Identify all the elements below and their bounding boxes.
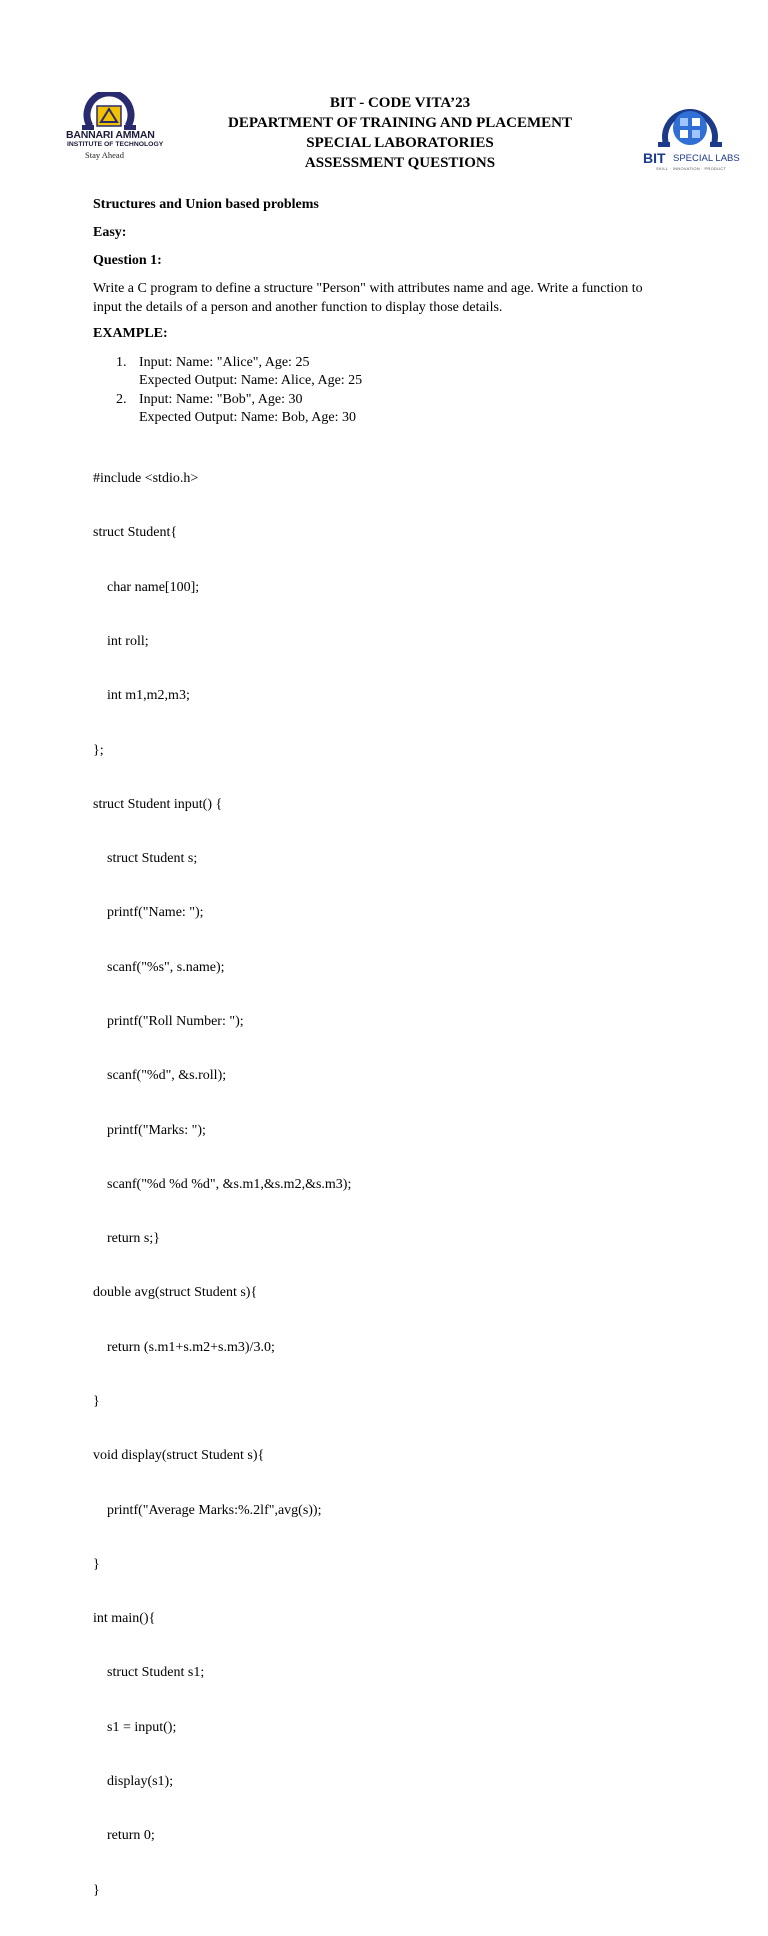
document-header bbox=[150, 93, 650, 173]
code-line: char name[100]; bbox=[93, 579, 200, 595]
code-line: printf("Average Marks:%.2lf",avg(s)); bbox=[93, 1502, 322, 1518]
code-line: struct Student{ bbox=[93, 525, 178, 541]
code-line: struct Student s1; bbox=[93, 1665, 205, 1681]
code-line: display(s1); bbox=[93, 1773, 174, 1789]
header-line-3: SPECIAL LABORATORIES bbox=[306, 135, 494, 151]
code-line: scanf("%d", &s.roll); bbox=[93, 1068, 227, 1084]
code-line: } bbox=[93, 1393, 100, 1409]
example-item bbox=[93, 391, 362, 409]
header-line-2: DEPARTMENT OF TRAINING AND PLACEMENT bbox=[228, 115, 572, 131]
code-line: #include <stdio.h> bbox=[93, 471, 199, 487]
logo-left-name: BANNARI AMMAN bbox=[66, 129, 155, 141]
code-line: int main(){ bbox=[93, 1611, 156, 1627]
code-line: s1 = input(); bbox=[93, 1719, 177, 1735]
example-output: Expected Output: Name: Bob, Age: 30 bbox=[139, 409, 356, 425]
code-line: } bbox=[93, 1556, 100, 1572]
code-line: int roll; bbox=[93, 634, 149, 650]
code-block bbox=[93, 434, 351, 1936]
code-line: int m1,m2,m3; bbox=[93, 688, 190, 704]
example-item bbox=[93, 354, 362, 372]
examples-list bbox=[93, 354, 362, 427]
code-line: }; bbox=[93, 742, 104, 758]
logo-left-subtitle: INSTITUTE OF TECHNOLOGY bbox=[67, 141, 164, 148]
code-line: return (s.m1+s.m2+s.m3)/3.0; bbox=[93, 1339, 275, 1355]
code-line: return s;} bbox=[93, 1231, 160, 1247]
code-line: printf("Marks: "); bbox=[93, 1122, 206, 1138]
example-input: Input: Name: "Alice", Age: 25 bbox=[139, 355, 310, 370]
header-line-4: ASSESSMENT QUESTIONS bbox=[304, 155, 496, 171]
logo-right-tagline: SKILL · INNOVATION · PRODUCT bbox=[656, 166, 727, 171]
code-line: struct Student input() { bbox=[93, 796, 223, 812]
code-line: } bbox=[93, 1882, 100, 1898]
header-line-1: BIT - CODE VITA’23 bbox=[329, 95, 471, 111]
code-line: double avg(struct Student s){ bbox=[93, 1285, 258, 1301]
logo-right-name: BIT bbox=[643, 150, 666, 166]
example-number: 1. bbox=[116, 355, 127, 370]
code-line: scanf("%s", s.name); bbox=[93, 959, 225, 975]
difficulty-label: Easy: bbox=[93, 225, 127, 240]
example-heading: EXAMPLE: bbox=[93, 326, 168, 341]
example-number: 2. bbox=[116, 391, 127, 407]
section-title: Structures and Union based problems bbox=[93, 197, 319, 212]
logo-right-subtitle: SPECIAL LABS bbox=[673, 153, 740, 164]
example-input: Input: Name: "Bob", Age: 30 bbox=[139, 391, 303, 407]
question-text: Write a C program to define a structure "Person" with attributes name and age. Write a function to input the details of a person and another function to display those details. bbox=[93, 281, 643, 315]
logo-left-motto: Stay Ahead bbox=[85, 150, 124, 160]
code-line: printf("Name: "); bbox=[93, 905, 204, 921]
code-line: printf("Roll Number: "); bbox=[93, 1014, 244, 1029]
code-line: scanf("%d %d %d", &s.m1,&s.m2,&s.m3); bbox=[93, 1176, 352, 1192]
code-line: return 0; bbox=[93, 1828, 155, 1844]
code-line: void display(struct Student s){ bbox=[93, 1448, 265, 1464]
code-line: struct Student s; bbox=[93, 851, 198, 867]
example-output: Expected Output: Name: Alice, Age: 25 bbox=[139, 373, 363, 389]
question-title: Question 1: bbox=[93, 253, 162, 268]
